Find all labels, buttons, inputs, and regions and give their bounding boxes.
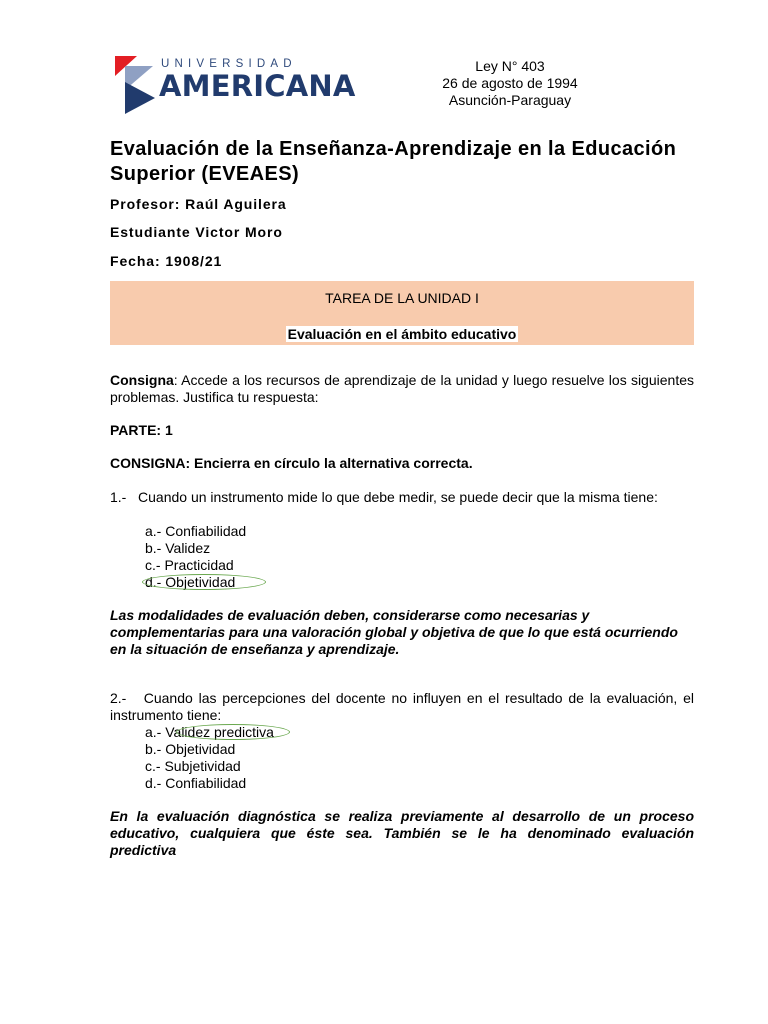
estudiante-line: Estudiante Victor Moro	[110, 224, 283, 240]
university-logo	[113, 52, 356, 114]
consigna-paragraph	[110, 372, 694, 406]
document-title: Evaluación de la Enseñanza-Aprendizaje en la Educación Superior (EVEAES)	[110, 138, 677, 185]
fecha-line: Fecha: 1908/21	[110, 253, 223, 269]
q1-answer-circle	[142, 574, 266, 590]
task-title: TAREA DE LA UNIDAD I	[325, 290, 479, 306]
ley-date: 26 de agosto de 1994	[442, 75, 578, 91]
logo-top-text: UNIVERSIDAD	[161, 58, 297, 70]
ley-line: Ley N° 403	[475, 58, 545, 74]
parte-heading: PARTE: 1	[110, 422, 173, 438]
question-1-text: 1.- Cuando un instrumento mide lo que debe medir, se puede decir que la misma tiene:	[110, 489, 658, 505]
logo-mark-icon	[113, 52, 159, 114]
q1-option-c: c.- Practicidad	[145, 557, 234, 573]
consigna-label: Consigna	[110, 372, 174, 388]
task-box	[110, 281, 694, 345]
consigna-text: : Accede a los recursos de aprendizaje de la unidad y luego resuelve los siguientes problemas. Justifica tu respuesta:	[110, 372, 694, 405]
q1-option-b: b.- Validez	[145, 540, 211, 556]
question-2-answer: En la evaluación diagnóstica se realiza previamente al desarrollo de un proceso educativo, cualquiera que éste sea. También se le ha denominado evaluación predictiva	[110, 808, 694, 858]
ley-block	[430, 58, 590, 109]
q2-option-c: c.- Subjetividad	[145, 758, 241, 774]
question-1-answer: Las modalidades de evaluación deben, considerarse como necesarias y complementarias para una valoración global y objetiva de que lo que está ocurriendo en la situación de enseñanza y aprendizaje.	[110, 607, 678, 657]
q2-option-b: b.- Objetividad	[145, 741, 236, 757]
q2-option-a: a.- Validez predictiva	[145, 724, 274, 740]
profesor-line: Profesor: Raúl Aguilera	[110, 196, 287, 212]
task-subtitle: Evaluación en el ámbito educativo	[287, 326, 517, 342]
logo-main-text: AMERICANA	[159, 69, 356, 103]
question-2-text: 2.- Cuando las percepciones del docente no influyen en el resultado de la evaluación, el instrumento tiene:	[110, 690, 698, 723]
q1-option-d: d.- Objetividad	[145, 574, 236, 590]
q2-answer-circle	[176, 724, 290, 740]
q1-option-a: a.- Confiabilidad	[145, 523, 247, 539]
ley-place: Asunción-Paraguay	[448, 92, 572, 108]
consigna2-heading: CONSIGNA: Encierra en círculo la alternativa correcta.	[110, 455, 473, 471]
q2-option-d: d.- Confiabilidad	[145, 775, 247, 791]
task-subtitle-wrap	[110, 326, 694, 342]
